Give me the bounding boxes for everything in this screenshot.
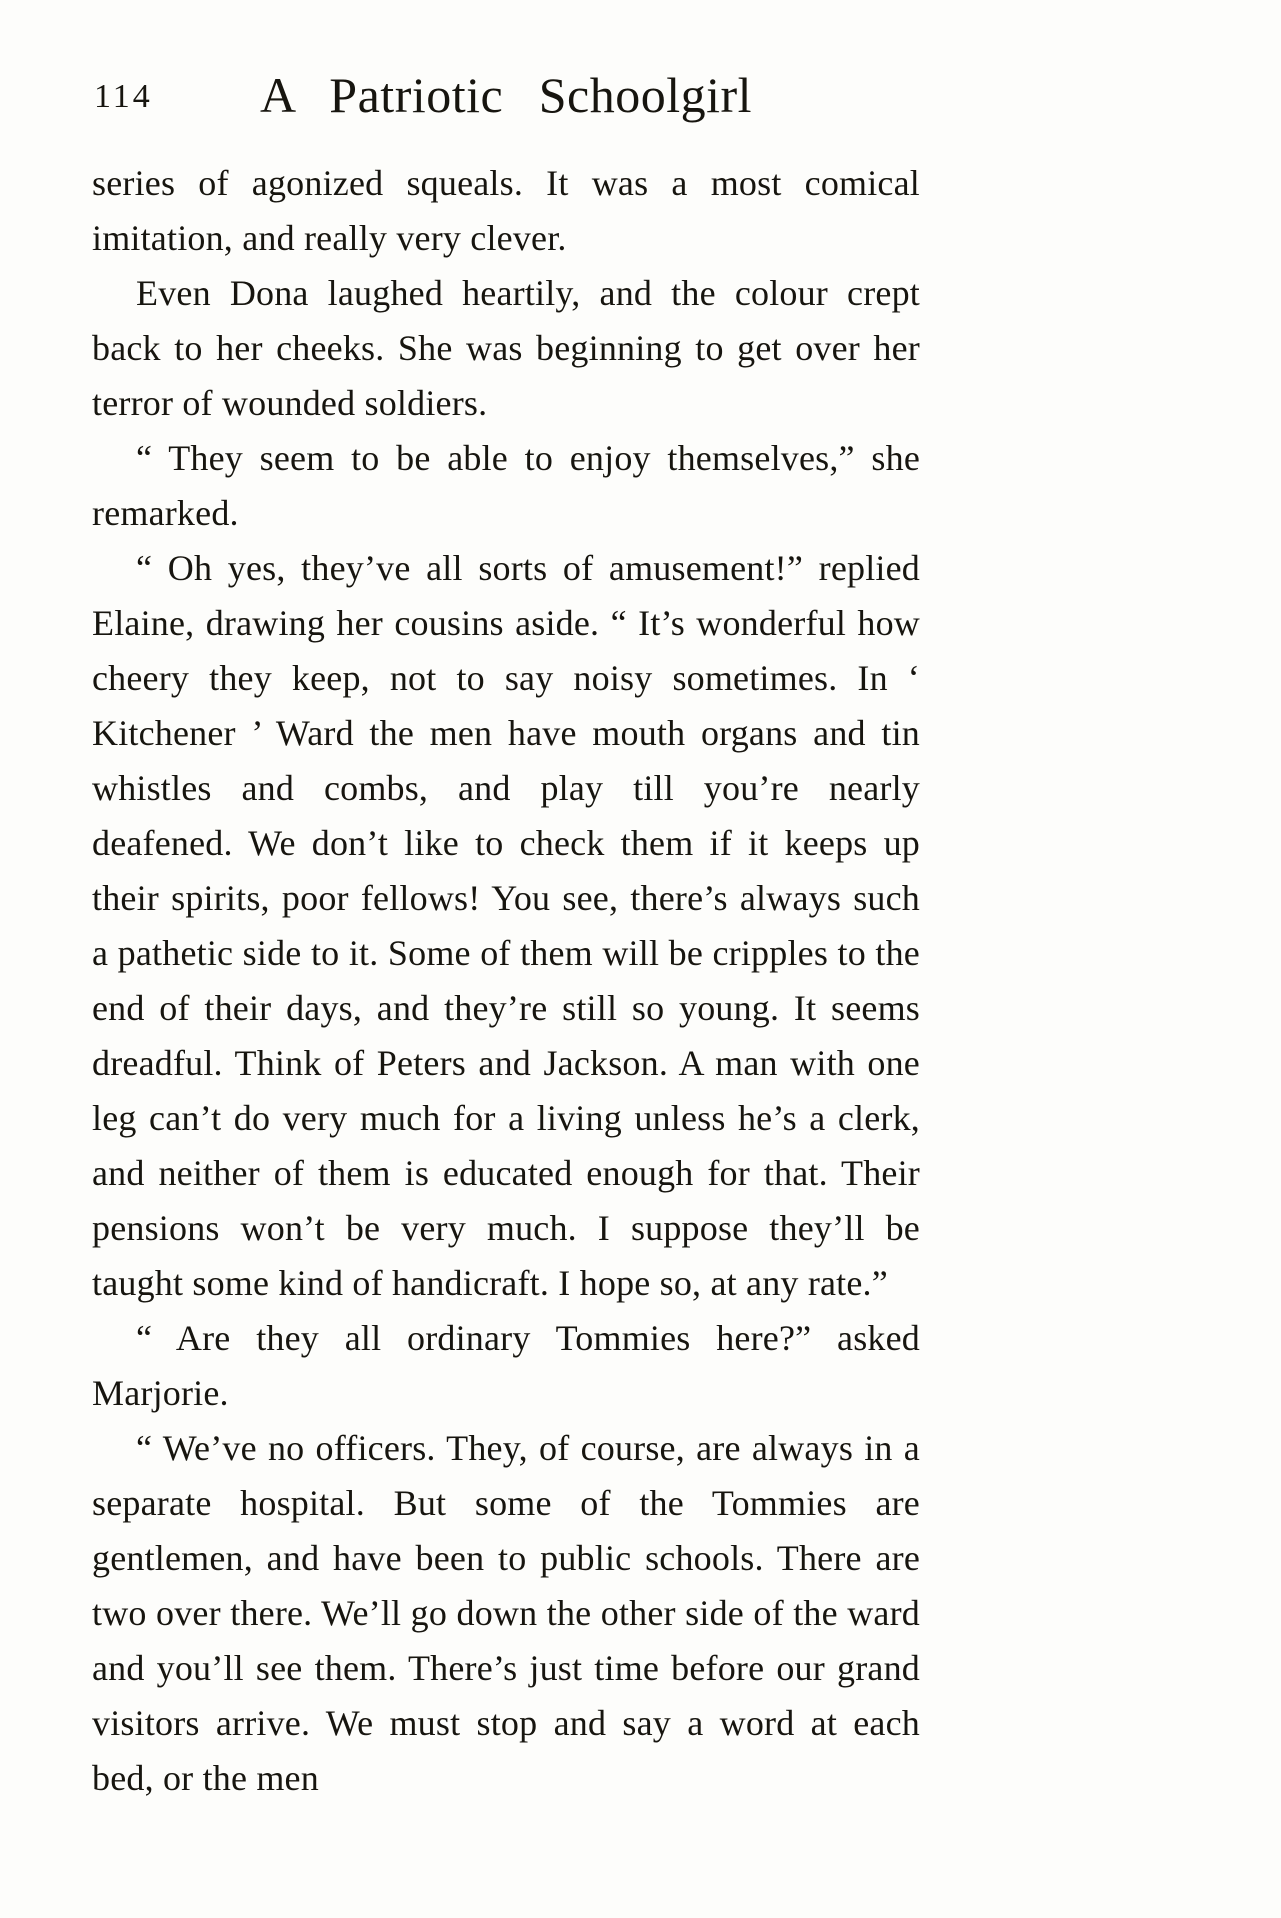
paragraph: “ Oh yes, they’ve all sorts of amusement!” replied Elaine, drawing her cousins aside. “ It’s wonderful how cheery they keep, not to say noisy sometimes. In ‘ Kitchener ’ Ward the men have mouth organs and tin whistles and combs, and play till you’re nearly deafened. We don’t like to check them if it keeps up their spirits, poor fellows! You see, there’s always such a pathetic side to it. Some of them will be cripples to the end of their days, and they’re still so young. It seems dreadful. Think of Peters and Jackson. A man with one leg can’t do very much for a living unless he’s a clerk, and neither of them is educated enough for that. Their pensions won’t be very much. I suppose they’ll be taught some kind of handicraft. I hope so, at any rate.” [92,548,920,1303]
page-number: 114 [94,78,153,115]
paragraph: “ Are they all ordinary Tommies here?” asked Marjorie. [92,1318,920,1413]
paragraph: “ They seem to be able to enjoy themselves,” she remarked. [92,438,920,533]
text-block [92,156,920,1806]
page-header [92,60,920,134]
paragraph: “ We’ve no officers. They, of course, are always in a separate hospital. But some of the Tommies are gentlemen, and have been to public schools. There are two over there. We’ll go down the other side of the ward and you’ll see them. There’s just time before our grand visitors arrive. We must stop and say a word at each bed, or the men [92,1428,920,1798]
paragraph: series of agonized squeals. It was a most comical imitation, and really very clever. [92,163,920,258]
paragraph: Even Dona laughed heartily, and the colour crept back to her cheeks. She was beginning to get over her terror of wounded soldiers. [92,273,920,423]
page-content [92,60,920,1806]
page-title: A Patriotic Schoolgirl [259,67,753,123]
